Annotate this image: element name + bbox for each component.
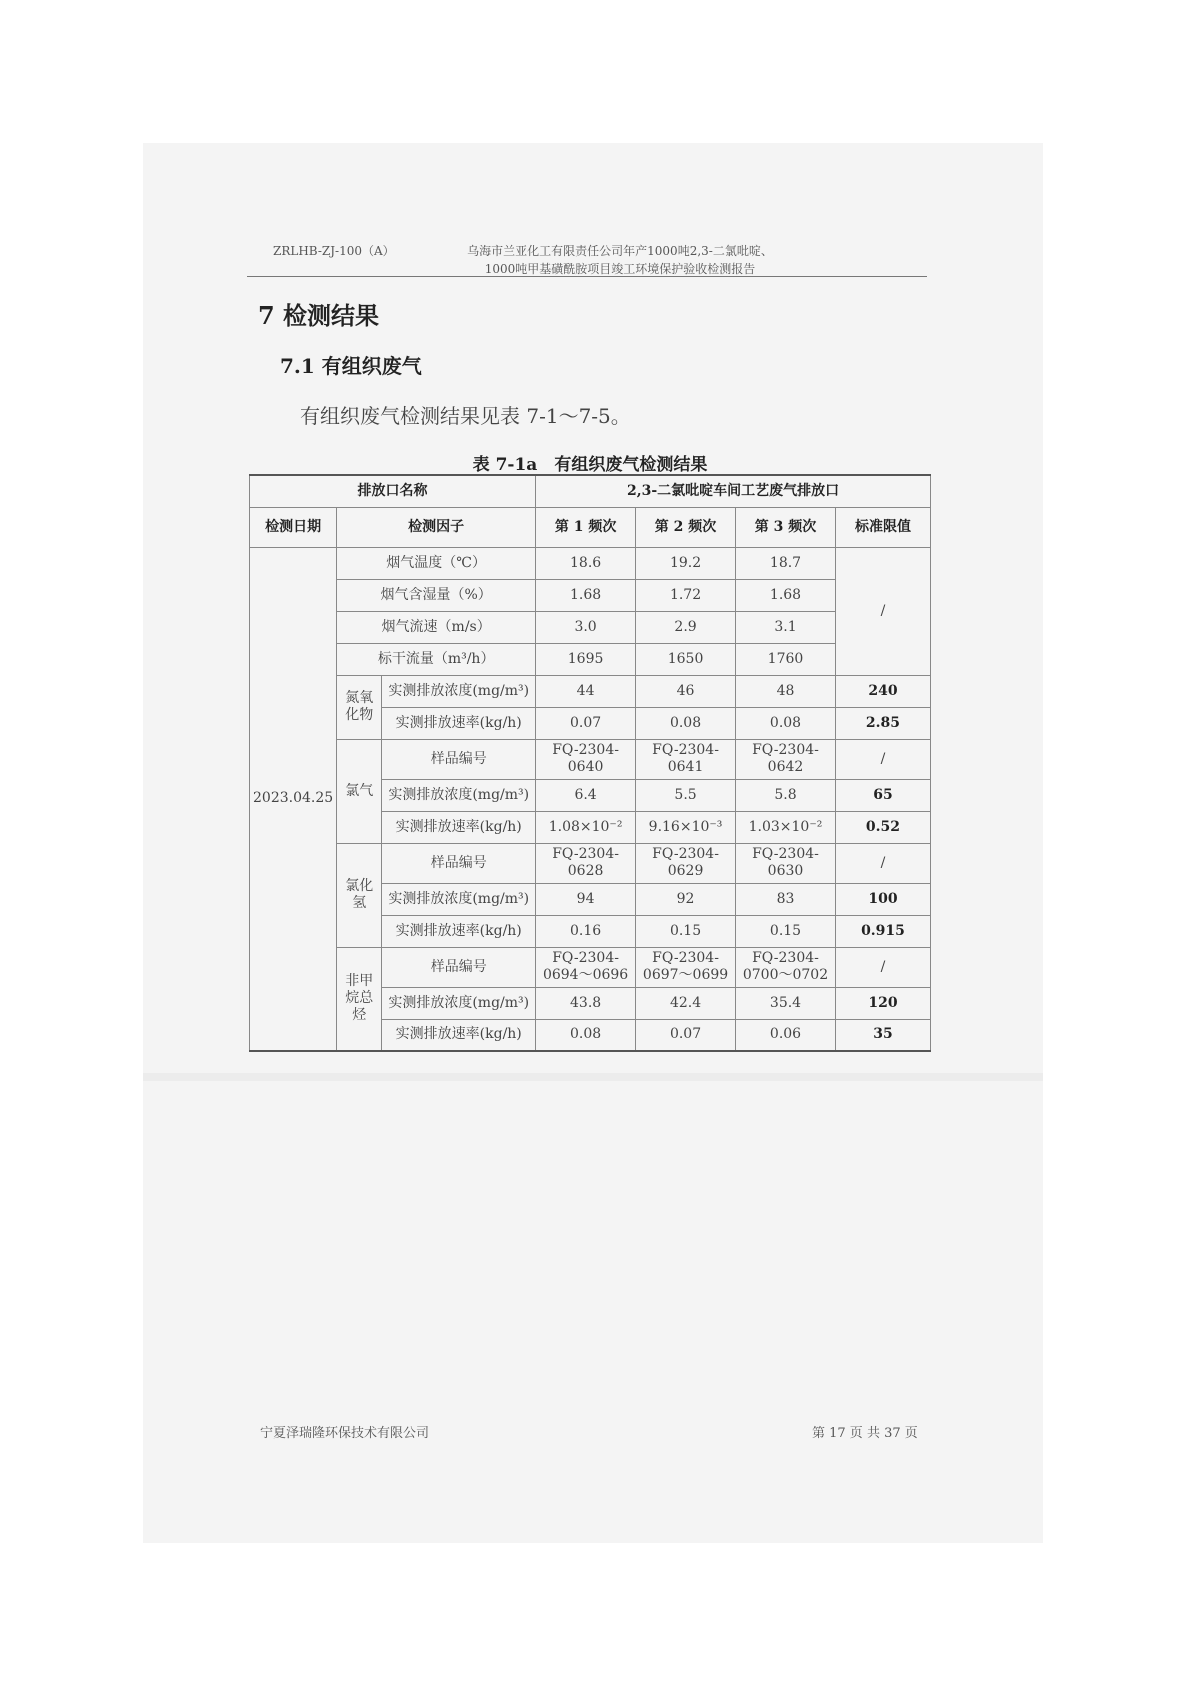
item-name: 样品编号 — [382, 843, 536, 883]
value-cell: 1.72 — [636, 579, 736, 611]
item-name: 实测排放浓度(mg/m³) — [382, 883, 536, 915]
item-name: 实测排放浓度(mg/m³) — [382, 987, 536, 1019]
value-cell: 1695 — [536, 643, 636, 675]
value-cell: 1.68 — [536, 579, 636, 611]
value-cell: 2.9 — [636, 611, 736, 643]
section-heading: 7 检测结果 — [258, 301, 380, 330]
table-row — [250, 547, 931, 579]
value-cell: 3.1 — [736, 611, 836, 643]
value-cell: 0.08 — [536, 1019, 636, 1051]
item-name: 实测排放浓度(mg/m³) — [382, 779, 536, 811]
table-row — [250, 739, 931, 779]
value-cell: 0.06 — [736, 1019, 836, 1051]
value-cell: 46 — [636, 675, 736, 707]
report-code: ZRLHB-ZJ-100（A） — [273, 244, 395, 258]
freq2-header: 第 2 频次 — [636, 507, 736, 547]
value-cell: 6.4 — [536, 779, 636, 811]
factor-name: 烟气流速（m/s） — [337, 611, 536, 643]
value-cell: 0.15 — [736, 915, 836, 947]
limit-cell: / — [835, 739, 930, 779]
value-cell: FQ-2304-0697～0699 — [636, 947, 736, 987]
report-title-line1: 乌海市兰亚化工有限责任公司年产1000吨2,3-二氯吡啶、 — [467, 244, 773, 258]
pollutant-name: 非甲烷总烃 — [337, 947, 382, 1051]
factor-header: 检测因子 — [337, 507, 536, 547]
table-row — [250, 579, 931, 611]
item-name: 样品编号 — [382, 947, 536, 987]
value-cell: 18.7 — [736, 547, 836, 579]
factor-name: 烟气含湿量（%） — [337, 579, 536, 611]
value-cell: 83 — [736, 883, 836, 915]
limit-cell: 0.52 — [835, 811, 930, 843]
value-cell: 1.68 — [736, 579, 836, 611]
limit-cell: 100 — [835, 883, 930, 915]
limit-cell: 65 — [835, 779, 930, 811]
item-name: 实测排放速率(kg/h) — [382, 707, 536, 739]
footer-company: 宁夏泽瑞隆环保技术有限公司 — [260, 1426, 430, 1441]
table-row — [250, 643, 931, 675]
outlet-label: 排放口名称 — [250, 475, 536, 507]
value-cell: FQ-2304-0628 — [536, 843, 636, 883]
test-date: 2023.04.25 — [250, 547, 337, 1051]
value-cell: FQ-2304-0630 — [736, 843, 836, 883]
value-cell: 5.8 — [736, 779, 836, 811]
table-row — [250, 507, 931, 547]
value-cell: 0.07 — [636, 1019, 736, 1051]
value-cell: 0.08 — [636, 707, 736, 739]
limit-cell: / — [835, 843, 930, 883]
value-cell: 48 — [736, 675, 836, 707]
item-name: 实测排放速率(kg/h) — [382, 1019, 536, 1051]
value-cell: 5.5 — [636, 779, 736, 811]
table-row — [250, 843, 931, 883]
table-row — [250, 611, 931, 643]
value-cell: FQ-2304-0640 — [536, 739, 636, 779]
value-cell: 0.08 — [736, 707, 836, 739]
value-cell: 1650 — [636, 643, 736, 675]
table-row — [250, 475, 931, 507]
report-title-line2: 1000吨甲基磺酰胺项目竣工环境保护验收检测报告 — [484, 262, 756, 276]
value-cell: FQ-2304-0641 — [636, 739, 736, 779]
value-cell: FQ-2304-0700～0702 — [736, 947, 836, 987]
value-cell: 1.08×10⁻² — [536, 811, 636, 843]
value-cell: FQ-2304-0694～0696 — [536, 947, 636, 987]
value-cell: FQ-2304-0642 — [736, 739, 836, 779]
value-cell: 0.16 — [536, 915, 636, 947]
table-row — [250, 675, 931, 707]
freq1-header: 第 1 频次 — [536, 507, 636, 547]
outlet-name: 2,3-二氯吡啶车间工艺废气排放口 — [536, 475, 931, 507]
table-row — [250, 947, 931, 987]
factor-name: 烟气温度（℃） — [337, 547, 536, 579]
limit-cell: 120 — [835, 987, 930, 1019]
limit-cell: / — [835, 947, 930, 987]
freq3-header: 第 3 频次 — [736, 507, 836, 547]
value-cell: 0.07 — [536, 707, 636, 739]
value-cell: 19.2 — [636, 547, 736, 579]
limit-cell: / — [835, 547, 930, 675]
value-cell: 92 — [636, 883, 736, 915]
value-cell: 18.6 — [536, 547, 636, 579]
value-cell: 3.0 — [536, 611, 636, 643]
item-name: 实测排放速率(kg/h) — [382, 811, 536, 843]
pollutant-name: 氯化氢 — [337, 843, 382, 947]
subsection-heading: 7.1 有组织废气 — [280, 354, 422, 378]
value-cell: 42.4 — [636, 987, 736, 1019]
item-name: 样品编号 — [382, 739, 536, 779]
value-cell: 0.15 — [636, 915, 736, 947]
pollutant-name: 氮氧化物 — [337, 675, 382, 739]
item-name: 实测排放浓度(mg/m³) — [382, 675, 536, 707]
item-name: 实测排放速率(kg/h) — [382, 915, 536, 947]
pollutant-name: 氯气 — [337, 739, 382, 843]
value-cell: 44 — [536, 675, 636, 707]
value-cell: 94 — [536, 883, 636, 915]
limit-cell: 240 — [835, 675, 930, 707]
limit-header: 标准限值 — [835, 507, 930, 547]
intro-paragraph: 有组织废气检测结果见表 7-1～7-5。 — [300, 404, 631, 428]
table-caption: 表 7-1a 有组织废气检测结果 — [472, 455, 708, 475]
header-divider — [247, 276, 927, 277]
value-cell: 1.03×10⁻² — [736, 811, 836, 843]
report-title — [430, 242, 810, 278]
value-cell: 9.16×10⁻³ — [636, 811, 736, 843]
footer-page-number: 第 17 页 共 37 页 — [812, 1426, 918, 1441]
date-header: 检测日期 — [250, 507, 337, 547]
results-table — [249, 474, 931, 1052]
limit-cell: 0.915 — [835, 915, 930, 947]
value-cell: 35.4 — [736, 987, 836, 1019]
limit-cell: 2.85 — [835, 707, 930, 739]
value-cell: 1760 — [736, 643, 836, 675]
factor-name: 标干流量（m³/h） — [337, 643, 536, 675]
value-cell: 43.8 — [536, 987, 636, 1019]
scan-artifact — [143, 1073, 1043, 1081]
value-cell: FQ-2304-0629 — [636, 843, 736, 883]
limit-cell: 35 — [835, 1019, 930, 1051]
